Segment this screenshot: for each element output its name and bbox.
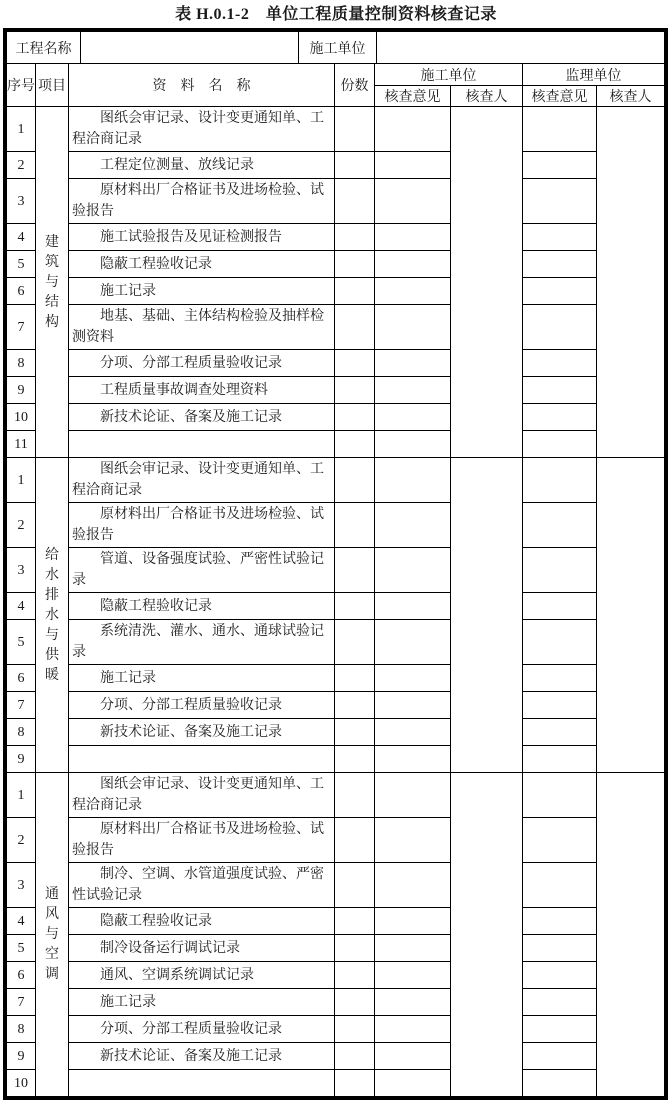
- seq-cell: 2: [7, 818, 36, 863]
- col-header-supervision-unit: 监理单位: [523, 64, 665, 86]
- seq-cell: 7: [7, 989, 36, 1016]
- copies-cell: [335, 1016, 375, 1043]
- construction-check-opinion-cell: [375, 773, 451, 818]
- doc-name-cell: 地基、基础、主体结构检验及抽样检测资料: [69, 305, 335, 350]
- table-row: [7, 962, 665, 989]
- copies-cell: [335, 548, 375, 593]
- doc-name-cell: 分项、分部工程质量验收记录: [69, 350, 335, 377]
- supervision-check-opinion-cell: [523, 1043, 597, 1070]
- copies-cell: [335, 107, 375, 152]
- supervision-check-opinion-cell: [523, 665, 597, 692]
- item-label-char: 通: [45, 887, 59, 902]
- construction-check-opinion-cell: [375, 719, 451, 746]
- item-label-char: 与: [45, 927, 59, 942]
- item-label-cell: [36, 458, 69, 773]
- supervision-check-opinion-cell: [523, 1070, 597, 1097]
- table-row: [7, 458, 665, 503]
- construction-check-opinion-cell: [375, 620, 451, 665]
- construction-unit-value: [377, 32, 665, 64]
- copies-cell: [335, 404, 375, 431]
- copies-cell: [335, 152, 375, 179]
- copies-cell: [335, 620, 375, 665]
- construction-check-opinion-cell: [375, 431, 451, 458]
- item-label-char: 水: [45, 567, 59, 583]
- table-row: [7, 692, 665, 719]
- doc-name-cell: 隐蔽工程验收记录: [69, 593, 335, 620]
- construction-check-opinion-cell: [375, 251, 451, 278]
- doc-name-cell: [69, 1070, 335, 1097]
- col-header-item: 项目: [36, 64, 69, 107]
- col-header-construction-check-opinion: 核查意见: [375, 86, 451, 107]
- construction-check-opinion-cell: [375, 224, 451, 251]
- supervision-check-opinion-cell: [523, 548, 597, 593]
- doc-name-cell: 隐蔽工程验收记录: [69, 251, 335, 278]
- copies-cell: [335, 278, 375, 305]
- doc-name-cell: 原材料出厂合格证书及进场检验、试验报告: [69, 179, 335, 224]
- doc-name-cell: 隐蔽工程验收记录: [69, 908, 335, 935]
- construction-check-opinion-cell: [375, 746, 451, 773]
- table-body: [7, 107, 665, 1097]
- item-label-char: 暖: [45, 667, 59, 683]
- seq-cell: 8: [7, 719, 36, 746]
- table-row: [7, 305, 665, 350]
- item-label-cell: [36, 107, 69, 458]
- seq-cell: 9: [7, 1043, 36, 1070]
- seq-cell: 9: [7, 377, 36, 404]
- supervision-check-opinion-cell: [523, 1016, 597, 1043]
- supervision-check-opinion-cell: [523, 152, 597, 179]
- seq-cell: 8: [7, 350, 36, 377]
- item-label-vertical: [36, 887, 68, 982]
- info-table: [6, 31, 665, 64]
- supervision-check-opinion-cell: [523, 278, 597, 305]
- item-label-vertical: [36, 548, 68, 683]
- seq-cell: 4: [7, 908, 36, 935]
- copies-cell: [335, 863, 375, 908]
- seq-cell: 2: [7, 152, 36, 179]
- supervision-check-opinion-cell: [523, 503, 597, 548]
- seq-cell: 9: [7, 746, 36, 773]
- doc-name-cell: 分项、分部工程质量验收记录: [69, 692, 335, 719]
- doc-name-cell: 新技术论证、备案及施工记录: [69, 404, 335, 431]
- seq-cell: 3: [7, 548, 36, 593]
- copies-cell: [335, 692, 375, 719]
- table-row: [7, 377, 665, 404]
- seq-cell: 7: [7, 692, 36, 719]
- table-row: [7, 773, 665, 818]
- doc-name-cell: 新技术论证、备案及施工记录: [69, 1043, 335, 1070]
- supervision-check-opinion-cell: [523, 458, 597, 503]
- doc-name-cell: 制冷、空调、水管道强度试验、严密性试验记录: [69, 863, 335, 908]
- construction-check-opinion-cell: [375, 404, 451, 431]
- copies-cell: [335, 224, 375, 251]
- doc-name-cell: 施工记录: [69, 989, 335, 1016]
- project-name-value: [81, 32, 299, 64]
- item-label-cell: [36, 773, 69, 1097]
- copies-cell: [335, 962, 375, 989]
- supervision-checker-cell: [597, 773, 665, 1097]
- supervision-check-opinion-cell: [523, 620, 597, 665]
- doc-name-cell: 工程定位测量、放线记录: [69, 152, 335, 179]
- info-row: [7, 32, 665, 64]
- construction-check-opinion-cell: [375, 665, 451, 692]
- header-row-groups: [7, 64, 665, 86]
- seq-cell: 1: [7, 458, 36, 503]
- table-row: [7, 404, 665, 431]
- construction-check-opinion-cell: [375, 179, 451, 224]
- construction-checker-cell: [451, 773, 523, 1097]
- copies-cell: [335, 935, 375, 962]
- construction-check-opinion-cell: [375, 152, 451, 179]
- col-header-construction-unit: 施工单位: [375, 64, 523, 86]
- copies-cell: [335, 305, 375, 350]
- construction-checker-cell: [451, 107, 523, 458]
- construction-check-opinion-cell: [375, 863, 451, 908]
- construction-check-opinion-cell: [375, 1043, 451, 1070]
- doc-name-cell: 制冷设备运行调试记录: [69, 935, 335, 962]
- copies-cell: [335, 719, 375, 746]
- table-row: [7, 1016, 665, 1043]
- doc-name-cell: [69, 746, 335, 773]
- doc-name-cell: 图纸会审记录、设计变更通知单、工程洽商记录: [69, 107, 335, 152]
- supervision-check-opinion-cell: [523, 593, 597, 620]
- doc-name-cell: 系统清洗、灌水、通水、通球试验记录: [69, 620, 335, 665]
- seq-cell: 8: [7, 1016, 36, 1043]
- supervision-checker-cell: [597, 107, 665, 458]
- table-row: [7, 665, 665, 692]
- item-label-char: 给: [45, 547, 59, 563]
- doc-name-cell: [69, 431, 335, 458]
- seq-cell: 3: [7, 863, 36, 908]
- item-label-char: 水: [45, 607, 59, 623]
- supervision-check-opinion-cell: [523, 224, 597, 251]
- seq-cell: 11: [7, 431, 36, 458]
- table-row: [7, 863, 665, 908]
- construction-check-opinion-cell: [375, 692, 451, 719]
- supervision-check-opinion-cell: [523, 251, 597, 278]
- table-row: [7, 350, 665, 377]
- seq-cell: 1: [7, 107, 36, 152]
- copies-cell: [335, 665, 375, 692]
- seq-cell: 1: [7, 773, 36, 818]
- supervision-check-opinion-cell: [523, 692, 597, 719]
- copies-cell: [335, 350, 375, 377]
- doc-name-cell: 图纸会审记录、设计变更通知单、工程洽商记录: [69, 773, 335, 818]
- table-row: [7, 620, 665, 665]
- seq-cell: 6: [7, 665, 36, 692]
- seq-cell: 6: [7, 278, 36, 305]
- construction-unit-label: 施工单位: [299, 32, 377, 64]
- construction-check-opinion-cell: [375, 377, 451, 404]
- supervision-check-opinion-cell: [523, 863, 597, 908]
- page-title: 表 H.0.1-2 单位工程质量控制资料核查记录: [175, 6, 497, 23]
- doc-name-cell: 施工记录: [69, 278, 335, 305]
- doc-name-cell: 原材料出厂合格证书及进场检验、试验报告: [69, 818, 335, 863]
- item-label-vertical: [36, 235, 68, 330]
- supervision-check-opinion-cell: [523, 908, 597, 935]
- checklist-table: [6, 63, 665, 1097]
- construction-check-opinion-cell: [375, 962, 451, 989]
- doc-name-cell: 图纸会审记录、设计变更通知单、工程洽商记录: [69, 458, 335, 503]
- copies-cell: [335, 746, 375, 773]
- item-label-char: 调: [45, 967, 59, 982]
- table-row: [7, 251, 665, 278]
- col-header-supervision-check-opinion: 核查意见: [523, 86, 597, 107]
- copies-cell: [335, 773, 375, 818]
- construction-check-opinion-cell: [375, 593, 451, 620]
- doc-name-cell: 管道、设备强度试验、严密性试验记录: [69, 548, 335, 593]
- supervision-check-opinion-cell: [523, 431, 597, 458]
- copies-cell: [335, 989, 375, 1016]
- table-row: [7, 224, 665, 251]
- col-header-seq: 序号: [7, 64, 36, 107]
- table-row: [7, 431, 665, 458]
- construction-check-opinion-cell: [375, 278, 451, 305]
- supervision-check-opinion-cell: [523, 350, 597, 377]
- construction-check-opinion-cell: [375, 989, 451, 1016]
- construction-check-opinion-cell: [375, 548, 451, 593]
- table-row: [7, 179, 665, 224]
- construction-check-opinion-cell: [375, 503, 451, 548]
- seq-cell: 7: [7, 305, 36, 350]
- table-row: [7, 593, 665, 620]
- copies-cell: [335, 377, 375, 404]
- copies-cell: [335, 1070, 375, 1097]
- supervision-check-opinion-cell: [523, 719, 597, 746]
- copies-cell: [335, 818, 375, 863]
- doc-name-cell: 通风、空调系统调试记录: [69, 962, 335, 989]
- construction-check-opinion-cell: [375, 305, 451, 350]
- copies-cell: [335, 458, 375, 503]
- seq-cell: 6: [7, 962, 36, 989]
- item-label-char: 供: [45, 647, 59, 663]
- supervision-check-opinion-cell: [523, 989, 597, 1016]
- construction-check-opinion-cell: [375, 818, 451, 863]
- supervision-check-opinion-cell: [523, 107, 597, 152]
- table-row: [7, 107, 665, 152]
- construction-check-opinion-cell: [375, 458, 451, 503]
- table-row: [7, 719, 665, 746]
- construction-check-opinion-cell: [375, 1070, 451, 1097]
- construction-check-opinion-cell: [375, 1016, 451, 1043]
- supervision-check-opinion-cell: [523, 818, 597, 863]
- table-row: [7, 989, 665, 1016]
- construction-check-opinion-cell: [375, 935, 451, 962]
- copies-cell: [335, 431, 375, 458]
- table-row: [7, 503, 665, 548]
- copies-cell: [335, 1043, 375, 1070]
- copies-cell: [335, 251, 375, 278]
- doc-name-cell: 分项、分部工程质量验收记录: [69, 1016, 335, 1043]
- item-label-char: 筑: [45, 254, 59, 270]
- checklist-table-frame: [3, 28, 668, 1100]
- copies-cell: [335, 503, 375, 548]
- doc-name-cell: 施工试验报告及见证检测报告: [69, 224, 335, 251]
- table-row: [7, 1043, 665, 1070]
- supervision-check-opinion-cell: [523, 305, 597, 350]
- table-row: [7, 1070, 665, 1097]
- table-row: [7, 746, 665, 773]
- copies-cell: [335, 593, 375, 620]
- item-label-char: 结: [45, 294, 59, 310]
- table-row: [7, 908, 665, 935]
- seq-cell: 5: [7, 251, 36, 278]
- table-row: [7, 278, 665, 305]
- table-row: [7, 152, 665, 179]
- item-label-char: 排: [45, 587, 59, 603]
- item-label-char: 构: [45, 314, 59, 330]
- seq-cell: 5: [7, 620, 36, 665]
- col-header-supervision-checker: 核查人: [597, 86, 665, 107]
- seq-cell: 10: [7, 404, 36, 431]
- supervision-check-opinion-cell: [523, 935, 597, 962]
- seq-cell: 4: [7, 224, 36, 251]
- doc-name-cell: 新技术论证、备案及施工记录: [69, 719, 335, 746]
- doc-name-cell: 工程质量事故调查处理资料: [69, 377, 335, 404]
- table-row: [7, 548, 665, 593]
- supervision-check-opinion-cell: [523, 962, 597, 989]
- item-label-char: 空: [45, 947, 59, 962]
- col-header-construction-checker: 核查人: [451, 86, 523, 107]
- item-label-char: 风: [45, 907, 59, 922]
- supervision-check-opinion-cell: [523, 377, 597, 404]
- copies-cell: [335, 179, 375, 224]
- table-row: [7, 935, 665, 962]
- construction-checker-cell: [451, 458, 523, 773]
- doc-name-cell: 施工记录: [69, 665, 335, 692]
- supervision-check-opinion-cell: [523, 773, 597, 818]
- supervision-checker-cell: [597, 458, 665, 773]
- construction-check-opinion-cell: [375, 107, 451, 152]
- supervision-check-opinion-cell: [523, 179, 597, 224]
- item-label-char: 与: [45, 627, 59, 643]
- construction-check-opinion-cell: [375, 908, 451, 935]
- project-name-label: 工程名称: [7, 32, 81, 64]
- table-row: [7, 818, 665, 863]
- supervision-check-opinion-cell: [523, 746, 597, 773]
- seq-cell: 5: [7, 935, 36, 962]
- seq-cell: 4: [7, 593, 36, 620]
- supervision-check-opinion-cell: [523, 404, 597, 431]
- doc-name-cell: 原材料出厂合格证书及进场检验、试验报告: [69, 503, 335, 548]
- seq-cell: 3: [7, 179, 36, 224]
- item-label-char: 与: [45, 274, 59, 290]
- seq-cell: 10: [7, 1070, 36, 1097]
- seq-cell: 2: [7, 503, 36, 548]
- copies-cell: [335, 908, 375, 935]
- col-header-copies: 份数: [335, 64, 375, 107]
- col-header-doc-name: 资 料 名 称: [69, 64, 335, 107]
- construction-check-opinion-cell: [375, 350, 451, 377]
- item-label-char: 建: [45, 234, 59, 250]
